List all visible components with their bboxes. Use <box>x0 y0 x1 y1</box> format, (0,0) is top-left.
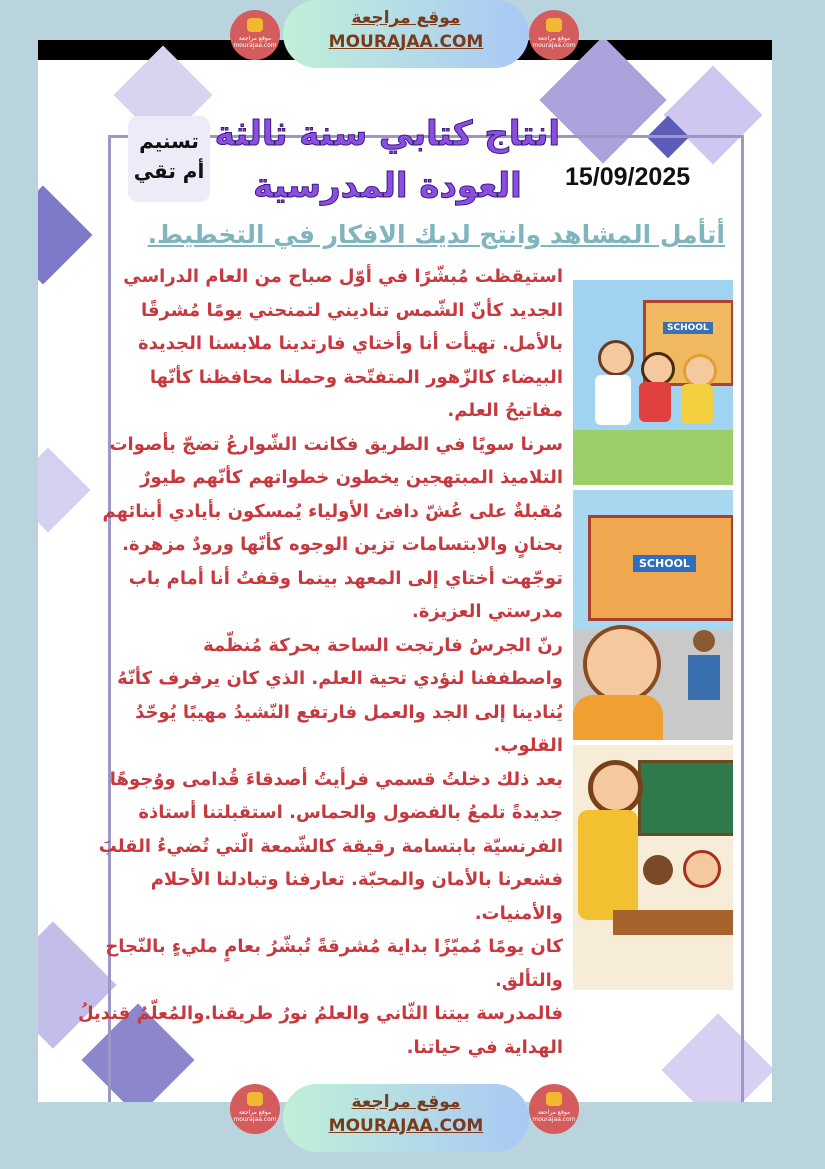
essay-line: واصطففنا لنؤدي تحية العلم. الذي كان يرفرف كأنّهُ <box>117 668 563 689</box>
site-logo: موقع مراجعة mourajaa.com <box>230 10 280 60</box>
picture-children-walking <box>573 280 733 485</box>
watermark-arabic: موقع مراجعة <box>351 1092 461 1112</box>
essay-line: يُنادينا إلى الجد والعمل فارتفع النّشيدُ مهيبًا يُوحّدُ <box>135 701 563 723</box>
author-box <box>128 116 210 202</box>
watermark-banner-top[interactable] <box>283 0 529 68</box>
instruction-subtitle: أتأمل المشاهد وانتج لديك الافكار في التخطيط. <box>147 220 725 249</box>
site-logo: موقع مراجعة mourajaa.com <box>230 1084 280 1134</box>
essay-line: كان يومًا مُميّزًا بداية مُشرقةً تُبشّرُ بعامٍ مليءٍ بالنّجاح <box>105 936 563 957</box>
essay-line: توجّهت أختاي إلى المعهد بينما وقفتُ أنا أمام باب <box>128 567 563 589</box>
essay-line: البيضاء كالزّهور المتفتّحة وحملنا محافظنا كأنّها <box>149 366 563 388</box>
picture-classroom <box>573 745 733 990</box>
site-logo: موقع مراجعة mourajaa.com <box>529 10 579 60</box>
watermark-banner-bottom[interactable] <box>283 1084 529 1152</box>
essay-line: مُقبلةٌ على عُشّ دافئ الأولياء يُمسكون بأيادي أبنائهم <box>102 500 563 522</box>
essay-line: بالأمل. تهيأت أنا وأختاي فارتدينا ملابسنا الجديدة <box>137 333 563 354</box>
school-sign: SCHOOL <box>663 322 713 334</box>
essay-line: رنّ الجرسُ فارتجت الساحة بحركة مُنظّمة <box>203 634 563 656</box>
essay-line: فالمدرسة بيتنا الثّاني والعلمُ نورُ طريقنا.والمُعلّمُ قنديلُ <box>77 1003 563 1024</box>
date: 15/09/2025 <box>565 163 691 191</box>
essay-line: بعد ذلك دخلتُ قسمي فرأيتُ أصدقاءَ قُدامى ووُجوهًا <box>109 768 563 790</box>
author-name: تسنيم <box>139 129 199 153</box>
essay-line: مدرستي العزيزة. <box>411 601 563 622</box>
school-sign: SCHOOL <box>633 555 696 572</box>
decor-diamond <box>38 186 92 285</box>
essay-line: بحنانٍ والابتسامات تزين الوجوه كأنّها ورودٌ مزهرة. <box>122 534 563 555</box>
essay-line: سرنا سويًا في الطريق فكانت الشّوارعُ تضجّ بأصوات <box>109 433 563 455</box>
essay-text <box>77 260 563 1064</box>
watermark-english: MOURAJAA.COM <box>328 1116 484 1136</box>
essay-line: والتألق. <box>494 969 563 991</box>
title-line-2: العودة المدرسية <box>253 166 522 206</box>
title-line-1: انتاج كتابي سنة ثالثة <box>214 114 560 154</box>
picture-school-entrance <box>573 490 733 740</box>
essay-line: الجديد كأنّ الشّمس تناديني لتمنحني يومًا مُشرقًا <box>140 299 563 321</box>
essay-line: القلوب. <box>493 735 563 756</box>
essay-line: الفرنسيّة بابتسامة رقيقة كالشّمعة الّتي تُضيءُ القلبَ <box>98 835 563 857</box>
author-kunya: أم تقي <box>133 159 205 183</box>
essay-line: مفاتيحُ العلم. <box>447 400 563 421</box>
watermark-english: MOURAJAA.COM <box>328 32 484 52</box>
site-logo: موقع مراجعة mourajaa.com <box>529 1084 579 1134</box>
blackboard-icon <box>638 760 733 836</box>
decor-diamond <box>38 448 90 533</box>
essay-line: التلاميذ المبتهجين يخطون خطواتهم كأنّهم طيورٌ <box>140 467 563 488</box>
essay-line: استيقظت مُبشّرًا في أوّل صباح من العام الدراسي <box>123 266 563 287</box>
watermark-arabic: موقع مراجعة <box>351 8 461 28</box>
essay-line: فشعرنا بالأمان والمحبّة. تعارفنا وتبادلنا الأحلام <box>150 869 563 890</box>
essay-line: الهداية في حياتنا. <box>406 1036 563 1058</box>
essay-line: والأمنيات. <box>474 902 563 924</box>
essay-line: جديدةً تلمعُ بالفضول والحماس. استقبلتنا أستاذة <box>138 802 563 823</box>
